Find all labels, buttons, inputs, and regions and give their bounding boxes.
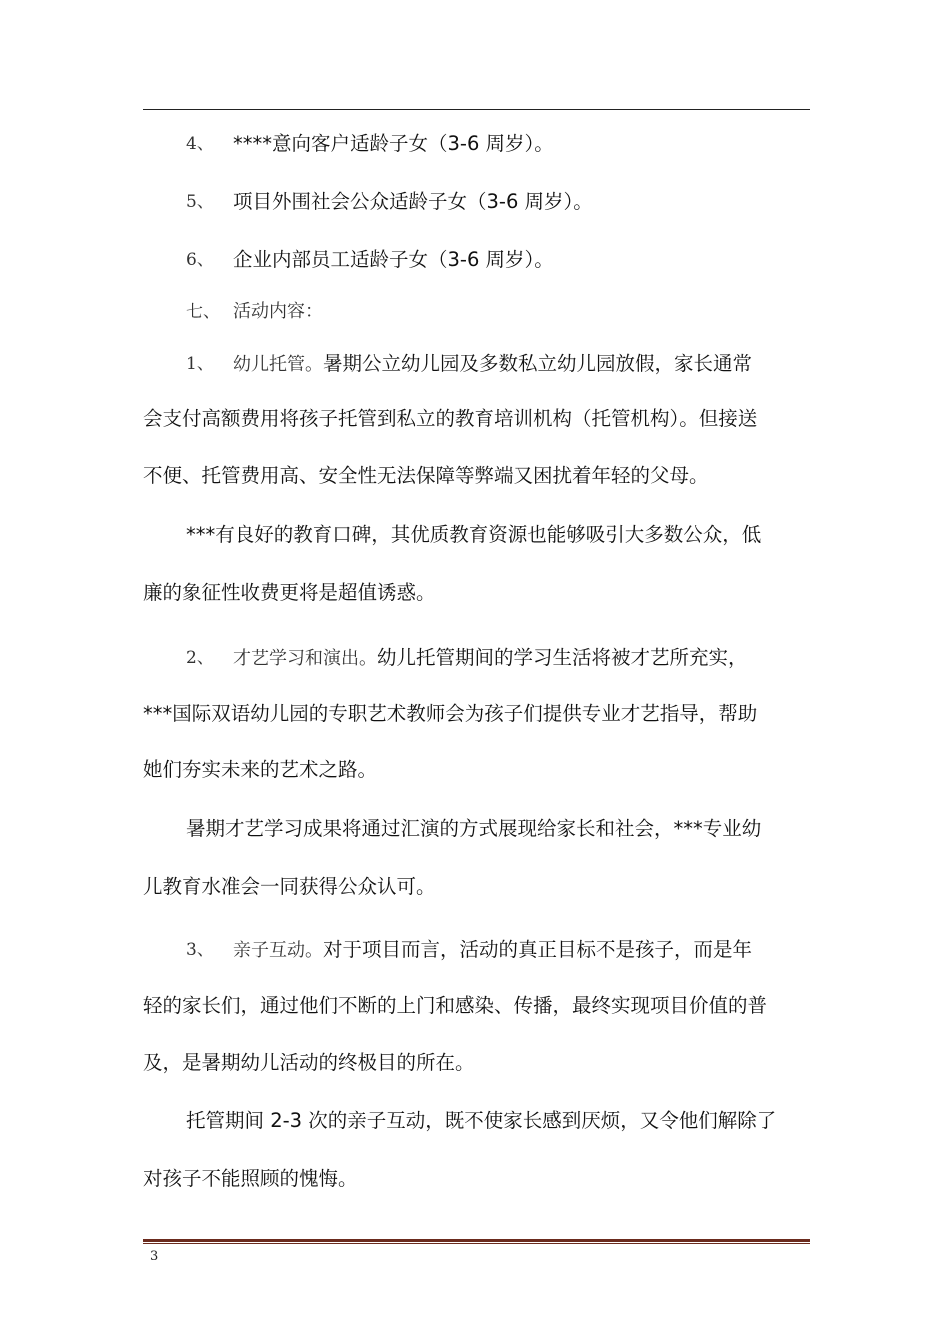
page-number: 3 — [150, 1249, 159, 1264]
header-rule — [143, 109, 810, 110]
footer-rule — [143, 1239, 810, 1242]
footer-rule-thin — [143, 1243, 810, 1244]
